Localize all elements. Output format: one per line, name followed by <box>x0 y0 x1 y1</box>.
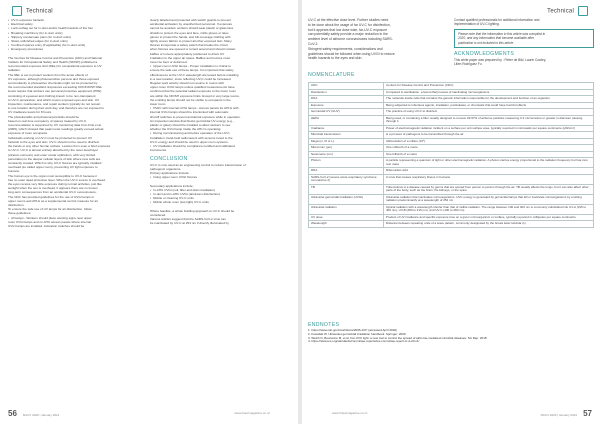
text-line: publication is not included in this article. <box>458 40 514 45</box>
text-line: clearly labelled and protected with switch guards to prevent <box>150 18 231 22</box>
text-line: has no outer dead protective layer. When the UV-C source is overhead, <box>8 177 106 182</box>
text-line: UV-C is now used as an engineering control to reduce transmission of <box>150 162 246 167</box>
definition-cell: Being used, or containing a filter usually designed to remove 99.97% of airborne particles measuring 0.3 micrometres or greater in diameter passing through it <box>384 115 594 125</box>
text-line: UV-C at the effective dose level. Further studies need <box>308 18 389 22</box>
text-line: room UVGI lamps and on AHU access panels where internal <box>8 219 91 224</box>
text-line: but it appears that low dose wise, far-UV-C exposure <box>308 27 388 32</box>
term-cell: TB <box>309 184 384 194</box>
section-header-right: Technical <box>547 6 592 20</box>
bullet-line: • All lamps - Workers should place warning signs near upper <box>8 216 143 220</box>
term-cell: Micron/um (µm) <box>309 145 384 152</box>
text-line: radiation. <box>8 68 21 73</box>
right-column-1 <box>308 18 448 61</box>
term-cell: Mega (m, M or L) <box>309 138 384 145</box>
bullet-line: • During commissioning and before operation of the UV-C <box>150 131 292 135</box>
definition-cell: Abbreviation of a million (10⁶) <box>384 138 594 145</box>
text-line: An inspection window that blocks germicidal UV energy (e.g., <box>150 118 234 123</box>
text-line: exposure of room occupants. <box>8 131 48 136</box>
bullet-line: • UV-C exposure hazards <box>8 18 143 22</box>
text-line: humans. <box>8 169 20 174</box>
definition-cell: Power of electromagnetic radiation incident on a surface per unit surface area, typically reported in microwatts per square centimetre (µW/cm²) <box>384 125 594 132</box>
text-line: ambient level of airborne coronaviruses including SARS- <box>308 37 393 42</box>
text-line: internal UVGI lamps should be interlocked with automatic <box>150 110 229 115</box>
text-line: To ensure the safe use of UV lamps for air disinfection, follow <box>8 207 92 212</box>
endnote-item: 1. https://www.cdc.gov/niosh/docs/2006-107/ (accessed April 2020) <box>308 328 398 332</box>
text-line: whether the UVGI lamp inside the AHU is operating. <box>150 127 222 132</box>
definition-cell: Compared to sterilisation, a less lethal process of inactivating microorganisms <box>384 89 594 96</box>
column-body <box>454 18 594 27</box>
text-line: inspection, maintenance, and repair workers typically do not remain <box>8 102 101 107</box>
text-line: constantly created. Which is why UV-C fixtures are typically installed <box>8 160 102 165</box>
conclusion-heading: CONCLUSION <box>150 155 188 162</box>
text-line: gloves to protect the hands, and full-coverage clothing with <box>150 34 231 39</box>
definition-cell: A particle representing a quantum of light or other electromagnetic radiation. A photon carries energy proportional to the radiation frequency but has zero rest mass <box>384 158 594 168</box>
endnote-item: 3. Welch D, Buonanno M, et al. Far-UVC light: a new tool to control the spread of airborne-mediated microbial diseases. Sci Rep. 2018 <box>308 335 487 340</box>
section-marker-icon <box>578 6 588 16</box>
text-line: Stringent safety requirements, considerations and <box>308 46 383 51</box>
term-cell: HEPA <box>309 115 384 125</box>
text-line: overhead (so called upper room), preventing UV light exposure to <box>8 165 98 170</box>
text-line: Please note that the information in this article was compiled in <box>458 31 546 36</box>
term-cell: SARS-CoV-2 (severe acute respiratory syndrome coronavirus 2) <box>309 174 384 184</box>
text-line: UV exposure, although photosensitive persons and those exposed <box>8 76 99 81</box>
bullet-line: • Slippery condensate pans (for in-duct units) <box>8 35 143 39</box>
issue-info: RACV 2020 | January 2021 <box>540 413 578 417</box>
term-cell: RNA <box>309 168 384 175</box>
footer-url[interactable]: www.rhavcmagazine.co.nz <box>332 411 368 415</box>
bullet-line: • Upper-room UVGI lamps - Proper installation is critical to <box>150 64 292 68</box>
bullet-line: • Mobile whole room (low light) UV-C units <box>150 200 292 204</box>
text-line: penetration to the deeper cellular layers of skin where new cells are <box>8 156 101 161</box>
left-column-2 <box>150 18 292 226</box>
text-line: be inactivated by UV-C at 254 nm if directly illuminated by <box>150 221 229 226</box>
acknowledgments-body <box>454 58 594 67</box>
table-row <box>309 115 594 125</box>
table-row <box>309 184 594 194</box>
text-line: concomitantly to photoactive chemicals might not be protected by <box>8 81 98 86</box>
term-cell: CDC <box>309 83 384 90</box>
term-cell: Germicidal UV (GUV) <box>309 109 384 116</box>
text-line: 2020, and any information that became available after <box>458 36 535 41</box>
page-number: 56 <box>8 409 17 418</box>
section-header: Technical <box>8 6 53 20</box>
term-cell: Microbial transmission <box>309 132 384 139</box>
text-line: (2005), which showed that peak meter readings greatly exceed actual <box>8 127 104 132</box>
text-line: tightly woven fabrics to protect all other exposed skin. Many <box>150 39 232 44</box>
text-line: recommended exposure limit (REL) for occupational exposure to UV <box>8 64 102 69</box>
text-line: hazards to the eyes and skin. UV-C should not be used to disinfect <box>8 139 100 144</box>
text-line: Lilien Rodriguez Fu <box>454 62 482 67</box>
text-line: UVGI lamps are installed. Activation switches should be <box>8 223 85 228</box>
bullet-line: • Emergency procedures <box>8 47 143 51</box>
text-line: CoV-2. <box>308 41 319 46</box>
text-line: Primary applications include: <box>150 170 190 175</box>
table-row <box>309 158 594 168</box>
acknowledgments-heading: ACKNOWLEDGMENTS <box>454 51 515 58</box>
text-line: Individuals working on UV-C must be protected to prevent UV <box>8 135 93 140</box>
text-line: Institute for Occupational Safety and Health (NIOSH) published a <box>8 60 98 65</box>
text-line: when fixtures are opened or turned around and should contain <box>150 47 236 52</box>
bullet-line: • Lock out/tag out for in-duct and/or health hazards of the fum <box>8 26 143 30</box>
term-cell: Exposure <box>309 102 384 109</box>
text-line: fixtures incorporate a safety switch that breaks the circuit <box>150 43 228 48</box>
text-line: are within the NIOSH exposure limits. Except in very large rooms, <box>150 93 240 98</box>
text-line: upper rooms and AHUs as a supplemental control measure for air <box>8 198 98 203</box>
text-line: in one location during their work day, and therefore are not exposed to <box>8 106 104 111</box>
section-marker-icon <box>12 6 22 16</box>
bullet-line: • Sharp unfinished edges (for in-duct units) <box>8 39 143 43</box>
text-line: the hands or any other human surface. Lesions from even a brief exposure <box>8 144 111 149</box>
text-line: Regular work activity should not resume in rooms with <box>150 81 224 86</box>
text-line: UV-C energy and should be used in upper room systems. <box>150 139 229 144</box>
text-line: The CDC has provided guidelines for the use of UVGI lamps in <box>8 194 94 199</box>
text-line: to be done about the usage of far UV-C for disinfection, <box>308 22 391 27</box>
text-line: health hazards to the eyes and skin. <box>308 56 363 61</box>
page-number: 57 <box>583 409 592 418</box>
endnotes <box>308 322 594 344</box>
term-cell: Irradiance <box>309 125 384 132</box>
text-line: the eyes receive very little exposure during normal activities, just like <box>8 181 102 186</box>
table-row <box>309 221 594 228</box>
text-line: can potentially safely provide a major reduction in the <box>308 32 388 37</box>
bullet-line: • In-AHU UVGI (coil, filter and drain irradiation) <box>150 188 292 192</box>
text-line: in a new location, since reflecting UV-C could be increased. <box>150 76 232 81</box>
text-line: upper-room UVGI lamps unless qualified measurements have <box>150 85 235 90</box>
text-line: lower room. <box>150 102 167 107</box>
text-line: to UV-C. UV-C is almost entirely absorbed by the outer dead layer <box>8 148 99 153</box>
text-line: Secondary applications include: <box>150 183 194 188</box>
text-line: plastic or glass) should be installed to allow workers to see <box>150 123 231 128</box>
conclusion-body <box>150 163 292 226</box>
text-line: accidental activation by unauthorized personnel. If exposure <box>150 22 233 27</box>
bullet-line: • Mobile or cleaning UV-C units <box>150 196 292 200</box>
text-line: shutoff switches to prevent accidental exposure while in operation. <box>150 114 241 119</box>
text-line: installation, hand-held radiometers with sensors tuned to the <box>150 135 233 140</box>
definition-cell: One billionth of a metre <box>384 151 594 158</box>
text-line: effectiveness at the UV-C wavelength are tested before installing <box>150 72 239 77</box>
column-body <box>150 18 292 153</box>
nomenclature-heading: NOMENCLATURE <box>308 72 355 78</box>
endnotes-list <box>308 329 594 344</box>
bullet-line: • HVAC with internal UVGI lamps - Access panels for AHUs with <box>150 106 292 110</box>
text-line: sunlight when the sun is overhead. It appears there are no known <box>8 186 98 191</box>
term-cell: Ultraviolet radiation <box>309 204 384 214</box>
text-line: guidelines should be followed when using UVGI to reduce <box>308 51 395 56</box>
text-line: these guidelines: <box>8 211 32 216</box>
text-line: Various articles suggest that the SARS-CoV-2 virus can <box>150 217 226 222</box>
table-row <box>309 174 594 184</box>
text-line: recommendation is supported by UV monitoring data from First et al. <box>8 123 102 128</box>
definition-cell: Tuberculosis is a disease caused by germs that are spread from person to person through the air. TB usually affects the lungs, but it can also affect other parts of the body, such as the brain, the kidneys, or the spine <box>384 184 594 194</box>
notice-box <box>454 29 594 48</box>
text-line: consisting of eyewear and clothing known to be non-transparent <box>8 93 96 98</box>
definition-cell: Ribonucleic acid <box>384 168 594 175</box>
definition-cell: A virus that causes respiratory illness in humans <box>384 174 594 184</box>
definition-cell: Distance between repeating units of a wave pattern, commonly designated by the Greek letter lambda (λ) <box>384 221 594 228</box>
text-line: considered. <box>150 212 166 217</box>
text-line: the emitting lamps should not be visible to occupants in the <box>150 97 231 102</box>
text-line: This white paper was prepared by : Pieter de Bild, Laurie Cowley, <box>454 58 547 63</box>
definition-cell: The practice of using UV-C to disinfect <box>384 109 594 116</box>
text-line: (stratum corneum) and outer ocular epithelium, with very limited <box>8 152 96 157</box>
text-line: baffles or louvers appropriately positioned to direct UV <box>150 51 225 56</box>
left-page <box>0 0 298 424</box>
page-footer <box>8 409 59 418</box>
term-cell: UV dose <box>309 214 384 221</box>
table-row <box>309 194 594 204</box>
definition-cell: One millionth of a metre <box>384 145 594 152</box>
bullet-line: • Confined spaces entry (if applicable) (for in-duct units) <box>8 43 143 47</box>
definition-cell: Optical radiation with a wavelength shorter than that of visible radiation. The range between 100 and 400 nm is commonly subdivided into UV-A (315 to 400 nm), UV-B (280 to 315 nm), and UV-C (100 to 280 nm) <box>384 204 594 214</box>
text-line: levels require that workers use personal protective equipment (PPE) <box>8 89 102 94</box>
text-line: long-term consequences from an accidental UV-C overexposure. <box>8 190 97 195</box>
text-line: The photokeratitis and photoconjunctivitis should be <box>8 114 80 119</box>
text-line: pathogenic organisms. <box>150 166 182 171</box>
text-line: irradiation to the upper air space. Baffles and louvres must <box>150 55 230 60</box>
right-page <box>302 0 600 424</box>
text-line: implementation of UV-C lighting. <box>454 22 500 27</box>
text-line: The Centres for Disease Control and Prevention (CDC) and National <box>8 55 102 60</box>
right-column-2 <box>454 18 594 67</box>
bullet-line: • Using upper-room UVGI fixtures <box>150 175 292 179</box>
text-line: the recommended standard. Exposures exceeding CDC/NIOSH REL <box>8 85 103 90</box>
text-line: Contact qualified professionals for additional information and <box>454 18 540 22</box>
text-line: cannot be avoided, workers should wear plastic or glass face <box>150 26 234 31</box>
term-cell: Ultraviolet germicidal irradiation (UVGI) <box>309 194 384 204</box>
text-line: disinfection. <box>8 202 25 207</box>
footer-url[interactable]: www.rhavcmagazine.co.nz <box>234 411 270 415</box>
text-line: to UV-C penetration, and which covers exposed eyes and skin. UV <box>8 97 100 102</box>
text-line: confirmed that the potential radiant exposure to the lower room <box>150 89 236 94</box>
term-cell: Photon <box>309 158 384 168</box>
text-line: ensure the safe use of these lamps. It is important that safety <box>150 68 234 73</box>
issue-info: RACV 2020 | January 2021 <box>22 413 60 417</box>
bullet-line: • UV irradiation should be compliance-certified and calibrated <box>150 144 292 148</box>
bullet-line: • In-duct and in-AHU UVGI (airstream disinfection) <box>150 192 292 196</box>
definition-cell: Ultraviolet radiation that inactivates microorganisms. UVC energy is generated by germicidal lamps that kill or inactivate microorganisms by emitting radiation predominantly at a wavelength of 254 nm <box>384 194 594 204</box>
page-footer <box>541 409 592 418</box>
endnote-item: 4. https://www.ies.org/standards/committee-reports/ies-committee-report-cr-2-20-v1/ <box>308 339 420 344</box>
text-line: based on real time occupancy of spaces treated by UV-C. <box>8 118 87 123</box>
bullet-line: • Breaking machinery (for in-duct units) <box>8 31 143 35</box>
definition-cell: Product of UV irradiance and specific exposure time on a given microorganism or surface, typically reported in millijoules per square centimetre <box>384 214 594 221</box>
endnotes-heading: ENDNOTES <box>308 322 340 328</box>
text-line: never be bent or deformed. <box>150 60 188 65</box>
nomenclature-table <box>308 82 594 228</box>
definition-cell: Being subjected to infectious agents, irradiation, particulates, or chemicals that could have harmful effects <box>384 102 594 109</box>
term-cell: Nanometre (nm) <box>309 151 384 158</box>
text-line: shields to protect the eyes and face, nitrile gloves or latex <box>150 30 229 35</box>
endnote-item: 2. Kowalski W. Ultraviolet germicidal irradiation handbook. Springer; 2009 <box>308 331 406 336</box>
definition-cell: is a process of pathogens to be transmitted through the air <box>384 132 594 139</box>
term-cell: Disinfection <box>309 89 384 96</box>
left-column-1 <box>8 18 143 228</box>
text-line: The REL is set to protect workers from the acute effects of <box>8 72 88 77</box>
term-cell: DNA <box>309 96 384 103</box>
definition-cell: The molecule inside cells that contains the genetic information responsible for the development and function of an organism <box>384 96 594 103</box>
term-cell: Wavelength <box>309 221 384 228</box>
text-line: Where feasible, a whole building approach to UV-C should be <box>150 208 235 213</box>
text-line: instruments. <box>150 148 167 153</box>
text-line: The human eye is the organ most susceptible to UV-C because it <box>8 173 98 178</box>
text-line: UV irradiance levels for 8 hours. <box>8 110 53 115</box>
bullet-line: • Electrical safety <box>8 22 143 26</box>
definition-cell: Centers for Disease Control and Prevention (CDC) <box>384 83 594 90</box>
table-row <box>309 204 594 214</box>
